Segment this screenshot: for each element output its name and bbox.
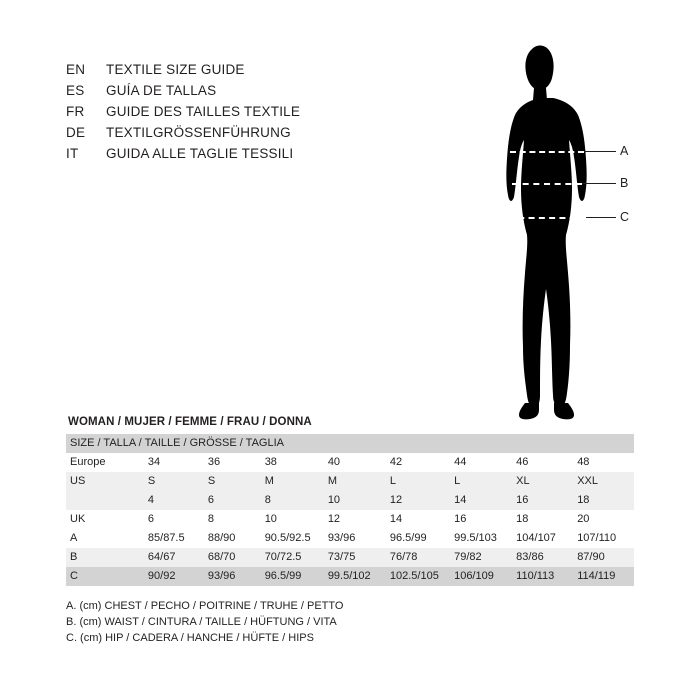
cell-uk-2: 10	[261, 510, 324, 529]
cell-us-3: M	[324, 472, 386, 491]
cell-us-2: M	[261, 472, 324, 491]
silhouette-icon	[470, 45, 630, 425]
cell-usnum-4: 12	[386, 491, 450, 510]
row-label-us: US	[66, 472, 144, 491]
cell-a-2: 90.5/92.5	[261, 529, 324, 548]
cell-usnum-2: 8	[261, 491, 324, 510]
cell-c-6: 110/113	[512, 567, 573, 586]
cell-a-7: 107/110	[573, 529, 634, 548]
measurement-notes	[66, 598, 343, 646]
language-row-de	[66, 125, 446, 146]
language-code-en: EN	[66, 62, 86, 77]
cell-us-1: S	[204, 472, 261, 491]
cell-uk-5: 16	[450, 510, 512, 529]
cell-europe-1: 36	[204, 453, 261, 472]
cell-usnum-6: 16	[512, 491, 573, 510]
figure-label-c: C	[620, 210, 630, 224]
cell-b-1: 68/70	[204, 548, 261, 567]
note-a: A. (cm) CHEST / PECHO / POITRINE / TRUHE / PETTO	[66, 600, 344, 612]
language-text-en: TEXTILE SIZE GUIDE	[106, 62, 245, 77]
note-c: C. (cm) HIP / CADERA / HANCHE / HÜFTE / HIPS	[66, 632, 314, 644]
cell-uk-1: 8	[204, 510, 261, 529]
cell-b-2: 70/72.5	[261, 548, 324, 567]
row-label-c: C	[66, 567, 144, 586]
table-row-c	[66, 567, 634, 586]
cell-us-7: XXL	[573, 472, 634, 491]
language-text-de: TEXTILGRÖSSENFÜHRUNG	[106, 125, 291, 140]
figure-label-b: B	[620, 176, 629, 190]
cell-b-5: 79/82	[450, 548, 512, 567]
cell-europe-7: 48	[573, 453, 634, 472]
language-row-it	[66, 146, 446, 167]
table-row-b	[66, 548, 634, 567]
cell-c-7: 114/119	[573, 567, 634, 586]
cell-europe-6: 46	[512, 453, 573, 472]
cell-uk-7: 20	[573, 510, 634, 529]
cell-uk-4: 14	[386, 510, 450, 529]
size-table	[66, 434, 634, 586]
note-b: B. (cm) WAIST / CINTURA / TAILLE / HÜFTUNG / VITA	[66, 616, 337, 628]
table-row-a	[66, 529, 634, 548]
leader-line-c	[586, 217, 616, 218]
row-label-us-numeric	[66, 491, 144, 510]
cell-europe-0: 34	[144, 453, 204, 472]
cell-b-0: 64/67	[144, 548, 204, 567]
table-header-row	[66, 434, 634, 453]
cell-c-2: 96.5/99	[261, 567, 324, 586]
language-code-es: ES	[66, 83, 85, 98]
cell-europe-3: 40	[324, 453, 386, 472]
row-label-europe: Europe	[66, 453, 144, 472]
cell-us-0: S	[144, 472, 204, 491]
language-row-es	[66, 83, 446, 104]
table-caption: WOMAN / MUJER / FEMME / FRAU / DONNA	[68, 416, 312, 428]
cell-us-5: L	[450, 472, 512, 491]
cell-c-1: 93/96	[204, 567, 261, 586]
language-code-it: IT	[66, 146, 79, 161]
cell-uk-3: 12	[324, 510, 386, 529]
measure-line-chest	[510, 151, 584, 153]
language-row-fr	[66, 104, 446, 125]
measure-line-hip	[508, 217, 586, 219]
cell-a-6: 104/107	[512, 529, 573, 548]
leader-line-b	[582, 183, 616, 184]
language-header-block	[66, 62, 446, 167]
language-code-fr: FR	[66, 104, 85, 119]
language-text-es: GUÍA DE TALLAS	[106, 83, 217, 98]
cell-b-4: 76/78	[386, 548, 450, 567]
cell-europe-4: 42	[386, 453, 450, 472]
cell-a-5: 99.5/103	[450, 529, 512, 548]
language-text-it: GUIDA ALLE TAGLIE TESSILI	[106, 146, 294, 161]
cell-b-6: 83/86	[512, 548, 573, 567]
cell-us-6: XL	[512, 472, 573, 491]
cell-usnum-7: 18	[573, 491, 634, 510]
language-row-en	[66, 62, 446, 83]
language-text-fr: GUIDE DES TAILLES TEXTILE	[106, 104, 301, 119]
cell-a-1: 88/90	[204, 529, 261, 548]
table-row-uk	[66, 510, 634, 529]
row-label-a: A	[66, 529, 144, 548]
table-row-europe	[66, 453, 634, 472]
cell-europe-5: 44	[450, 453, 512, 472]
table-row-us-numeric	[66, 491, 634, 510]
cell-usnum-3: 10	[324, 491, 386, 510]
cell-c-4: 102.5/105	[386, 567, 450, 586]
female-silhouette-figure	[470, 45, 630, 425]
cell-c-5: 106/109	[450, 567, 512, 586]
table-row-us	[66, 472, 634, 491]
cell-c-3: 99.5/102	[324, 567, 386, 586]
measure-line-waist	[512, 183, 582, 185]
cell-europe-2: 38	[261, 453, 324, 472]
cell-a-3: 93/96	[324, 529, 386, 548]
row-label-b: B	[66, 548, 144, 567]
cell-uk-0: 6	[144, 510, 204, 529]
leader-line-a	[584, 151, 616, 152]
cell-uk-6: 18	[512, 510, 573, 529]
cell-c-0: 90/92	[144, 567, 204, 586]
language-code-de: DE	[66, 125, 86, 140]
cell-usnum-5: 14	[450, 491, 512, 510]
row-label-uk: UK	[66, 510, 144, 529]
size-table-section	[66, 416, 634, 586]
cell-b-3: 73/75	[324, 548, 386, 567]
cell-us-4: L	[386, 472, 450, 491]
cell-a-0: 85/87.5	[144, 529, 204, 548]
cell-usnum-0: 4	[144, 491, 204, 510]
cell-a-4: 96.5/99	[386, 529, 450, 548]
figure-label-a: A	[620, 144, 629, 158]
table-header-label: SIZE / TALLA / TAILLE / GRÖSSE / TAGLIA	[66, 434, 634, 453]
cell-usnum-1: 6	[204, 491, 261, 510]
cell-b-7: 87/90	[573, 548, 634, 567]
